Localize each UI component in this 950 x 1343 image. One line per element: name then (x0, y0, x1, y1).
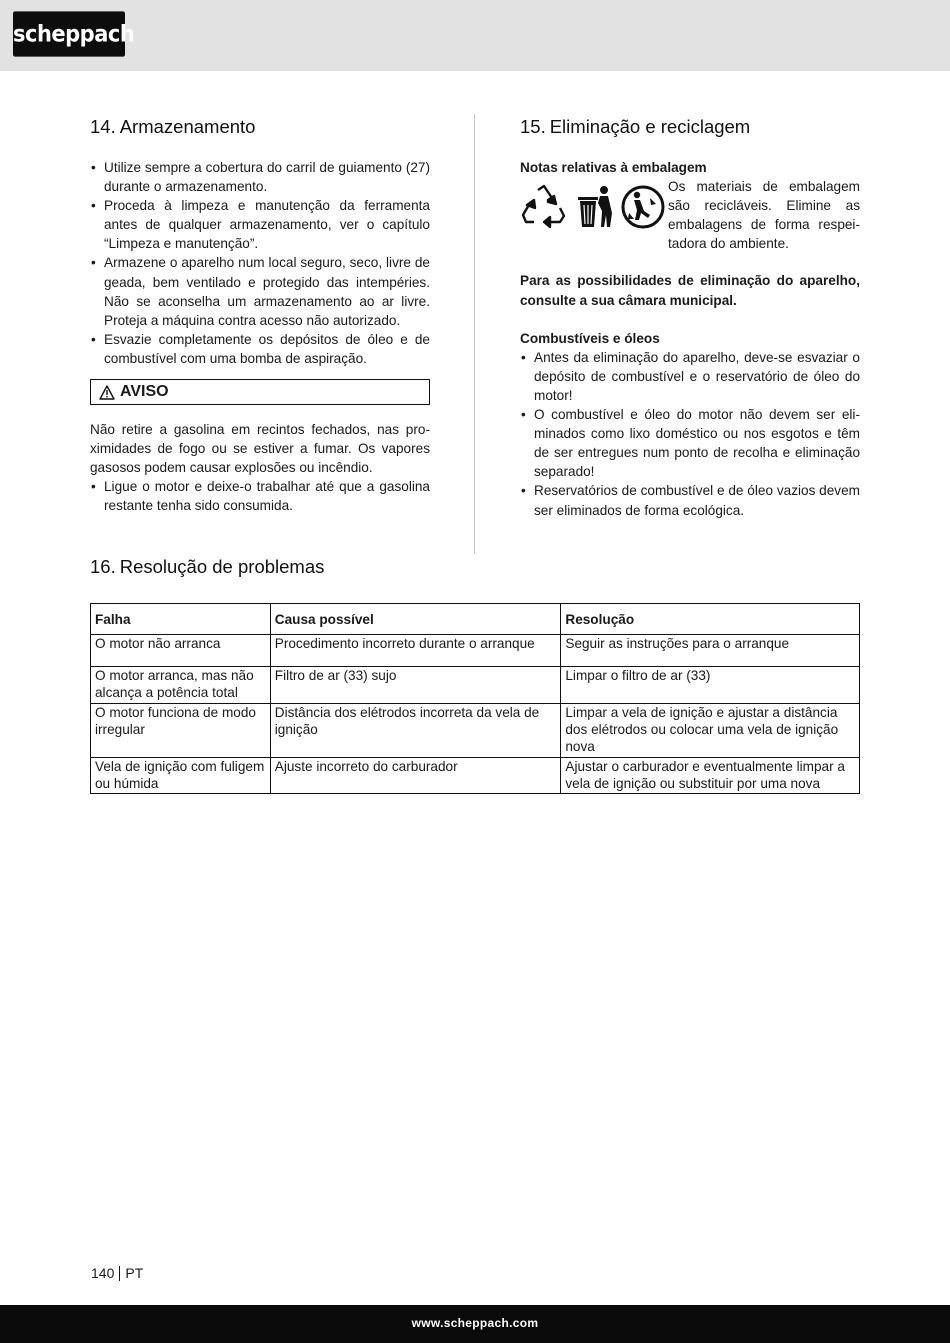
table-cell: O motor não arranca (91, 635, 271, 667)
section-number: 16. (90, 556, 116, 577)
warning-text: Não retire a gasolina em recintos fechados, nas proximidades de fogo ou se estiver a fumar. Os vapores gasosos podem causar explosões ou incêndio. (90, 422, 430, 476)
table-cell: Ajustar o carburador e eventualmente limpar a vela de ignição ou substituir por uma nova (561, 758, 860, 794)
table-row (91, 667, 860, 704)
table-cell: O motor arranca, mas não alcança a potência total (91, 667, 271, 704)
table-header-row (91, 604, 860, 635)
disposal-section (520, 158, 860, 520)
table-cell: Seguir as instruções para o arranque (561, 635, 860, 667)
recycling-icon (520, 184, 568, 235)
troubleshooting-table (90, 603, 860, 794)
table-cell: Limpar a vela de ignição e ajustar a distância dos elétrodos ou colocar uma vela de ignição nova (561, 704, 860, 758)
section-number: 14. (90, 116, 116, 137)
language-code: PT (125, 1265, 144, 1281)
list-item: • Ligue o motor e deixe-o trabalhar até que a gasolina restante tenha sido consumida. (90, 477, 430, 515)
page-number (91, 1265, 143, 1282)
fuel-list (520, 348, 860, 520)
section-title-text: Eliminação e reciclagem (549, 116, 751, 137)
list-item: • Proceda à limpeza e manutenção da ferramenta antes de qualquer armazenamento, ver o capítulo “Limpeza e manutenção”. (90, 196, 430, 253)
list-item: • Reservatórios de combustível e de óleo vazios devem ser eliminados de forma ecológica. (520, 481, 860, 519)
page-separator (119, 1266, 120, 1281)
list-item: • Utilize sempre a cobertura do carril de guiamento (27) durante o armazenamento. (90, 158, 430, 196)
waste-bin-icon (574, 183, 614, 236)
section-title-storage (90, 116, 255, 138)
brand-logo: scheppach (13, 11, 125, 56)
packaging-block (520, 177, 860, 253)
storage-list (90, 158, 430, 368)
header-band (0, 0, 950, 71)
storage-section (90, 158, 430, 516)
table-cell: Procedimento incorreto durante o arranque (270, 635, 561, 667)
packaging-text: Os materiais de embalagem são recicláveis. Elimine as embalagens de forma respeitadora do ambiente. (668, 179, 860, 252)
section-title-troubleshooting (90, 556, 324, 578)
recycling-symbols (520, 177, 668, 237)
list-item: • Armazene o aparelho num local seguro, seco, livre de geada, bem ventilado e protegido das intempéries. Não se aconselha um armazenamento ao ar livre. Proteja a máquina contra acesso não autorizado. (90, 253, 430, 329)
section-title-text: Armazenamento (119, 116, 256, 137)
table-row (91, 758, 860, 794)
warning-list (90, 477, 430, 515)
column-header-cause: Causa possível (270, 604, 561, 635)
list-item: • Antes da eliminação do aparelho, deve-se esvaziar o depósito de combustível e o reservatório de óleo do motor! (520, 348, 860, 405)
section-number: 15. (520, 116, 546, 137)
table-row (91, 704, 860, 758)
disposal-note: Para as possibilidades de eliminação do aparelho, consulte a sua câmara municipal. (520, 273, 860, 308)
table-cell: Limpar o filtro de ar (33) (561, 667, 860, 704)
section-title-text: Resolução de problemas (119, 556, 325, 577)
list-item: • O combustível e óleo do motor não devem ser eliminados como lixo doméstico ou nos esgotos e têm de ser entregues num ponto de recolha e eliminação separado! (520, 405, 860, 481)
fuel-heading: Combustíveis e óleos (520, 330, 660, 346)
column-divider (474, 114, 475, 554)
column-header-solution: Resolução (561, 604, 860, 635)
section-title-disposal (520, 116, 750, 138)
table-cell: O motor funciona de modo irregular (91, 704, 271, 758)
warning-box (90, 379, 430, 405)
page-number-value: 140 (91, 1265, 115, 1281)
warning-label: AVISO (120, 383, 169, 401)
table-row (91, 635, 860, 667)
table-cell: Ajuste incorreto do carburador (270, 758, 561, 794)
disposal-recycle-icon (620, 184, 666, 235)
list-item: • Esvazie completamente os depósitos de óleo e de combustível com uma bomba de aspiração. (90, 330, 430, 368)
table-cell: Distância dos elétrodos incorreta da vela de ignição (270, 704, 561, 758)
table-cell: Filtro de ar (33) sujo (270, 667, 561, 704)
packaging-heading: Notas relativas à embalagem (520, 160, 707, 175)
column-header-fault: Falha (91, 604, 271, 635)
warning-triangle-icon (99, 385, 115, 400)
footer-url: www.scheppach.com (411, 1316, 539, 1330)
table-cell: Vela de ignição com fuligem ou húmida (91, 758, 271, 794)
